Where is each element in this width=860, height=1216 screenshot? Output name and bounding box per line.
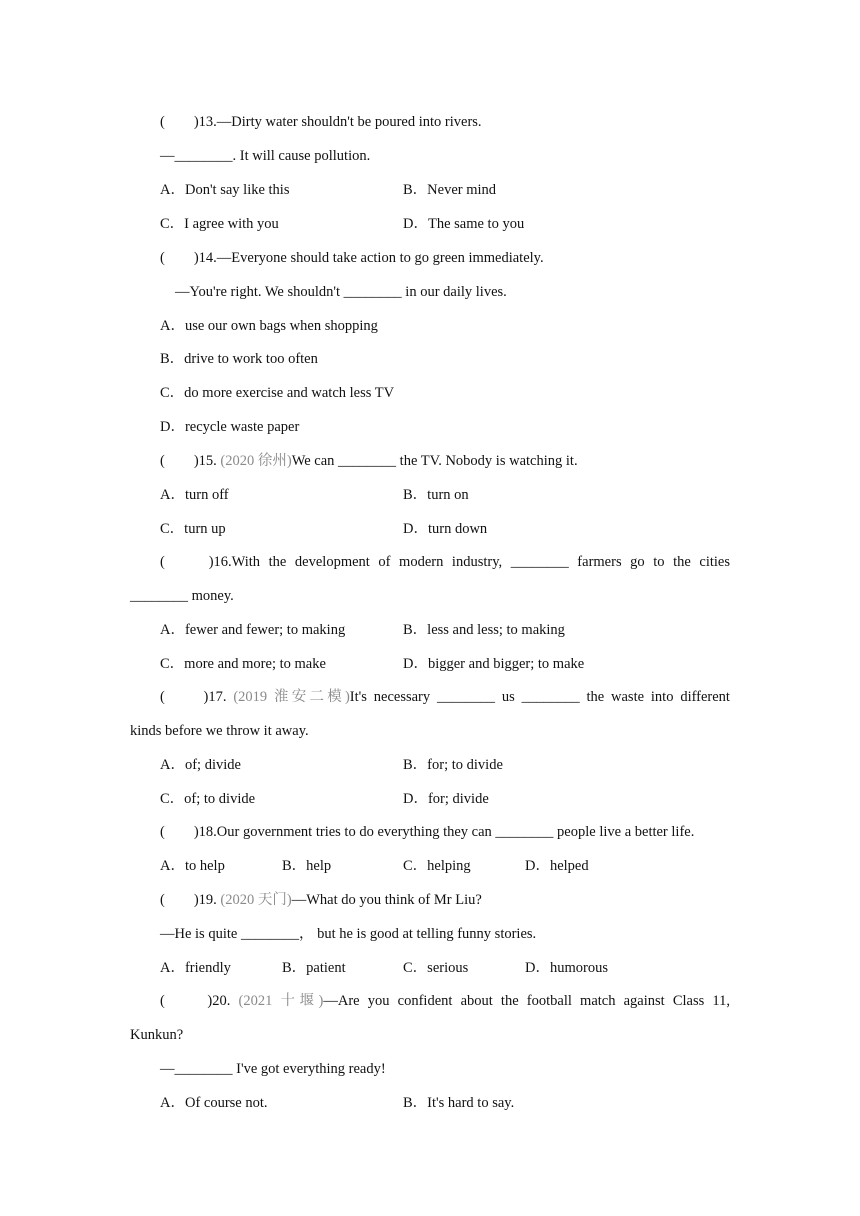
question-15-number: ( )15. (160, 453, 221, 469)
question-15-stem-line (160, 452, 578, 470)
question-14-stem: ( )14.—Everyone should take action to go green immediately. (160, 250, 544, 266)
question-15-option-b: B．turn on (403, 487, 469, 503)
question-16-option-b: B．less and less; to making (403, 622, 565, 638)
question-14-reply: —You're right. We shouldn't ________ in our daily lives. (175, 284, 507, 300)
question-15-option-d: D．turn down (403, 521, 488, 537)
question-14-option-d: D．recycle waste paper (160, 419, 300, 435)
question-13-option-a: A．Don't say like this (160, 182, 290, 198)
question-15-source: (2020 徐州) (220, 453, 292, 469)
question-20-number: ( )20. (160, 993, 239, 1009)
question-17-source: (2019 淮安二模) (233, 689, 350, 705)
question-20-source: (2021 十堰) (238, 993, 324, 1009)
question-16-stem-line-2: ________ money. (130, 588, 234, 604)
question-18-option-b: B．help (282, 858, 332, 874)
question-15-option-a: A．turn off (160, 487, 229, 503)
question-19-option-c: C．serious (403, 960, 469, 976)
question-17-option-d: D．for; divide (403, 791, 489, 807)
question-14-option-b: B．drive to work too often (160, 351, 318, 367)
question-16-option-d: D．bigger and bigger; to make (403, 656, 585, 672)
question-20-option-a: A．Of course not. (160, 1095, 268, 1111)
question-19-stem: —What do you think of Mr Liu? (291, 892, 482, 908)
question-19-option-b: B．patient (282, 960, 346, 976)
question-17-stem: It's necessary ________ us ________ the waste into different (349, 689, 730, 705)
question-16-stem-line-1: ( )16.With the development of modern industry, ________ farmers go to the cities (160, 554, 730, 570)
question-17-stem-line-1 (160, 688, 730, 706)
question-14-option-c: C．do more exercise and watch less TV (160, 385, 395, 401)
question-19-number: ( )19. (160, 892, 221, 908)
question-19-option-a: A．friendly (160, 960, 231, 976)
question-16-option-a: A．fewer and fewer; to making (160, 622, 346, 638)
question-13-option-b: B．Never mind (403, 182, 497, 198)
question-17-stem-line-2: kinds before we throw it away. (130, 723, 309, 739)
question-20-stem-line-2: Kunkun? (130, 1027, 184, 1043)
question-13-stem: ( )13.—Dirty water shouldn't be poured into rivers. (160, 114, 482, 130)
question-15-option-c: C．turn up (160, 521, 226, 537)
question-17-option-b: B．for; to divide (403, 757, 503, 773)
question-18-option-a: A．to help (160, 858, 225, 874)
question-16-option-c: C．more and more; to make (160, 656, 326, 672)
question-17-option-a: A．of; divide (160, 757, 241, 773)
question-17-number: ( )17. (160, 689, 234, 705)
question-19-source: (2020 天门) (220, 892, 292, 908)
question-13-option-c: C．I agree with you (160, 216, 279, 232)
question-20-reply: —________ I've got everything ready! (160, 1061, 386, 1077)
question-13-option-d: D．The same to you (403, 216, 525, 232)
question-14-option-a: A．use our own bags when shopping (160, 318, 378, 334)
question-20-option-b: B．It's hard to say. (403, 1095, 515, 1111)
question-17-option-c: C．of; to divide (160, 791, 256, 807)
question-20-stem: —Are you confident about the football match against Class 11, (323, 993, 730, 1009)
question-19-option-d: D．humorous (525, 960, 608, 976)
question-18-option-c: C．helping (403, 858, 471, 874)
question-19-reply: —He is quite ________， but he is good at telling funny stories. (160, 926, 537, 942)
question-18-stem: ( )18.Our government tries to do everything they can ________ people live a better life. (160, 824, 695, 840)
question-18-option-d: D．helped (525, 858, 589, 874)
question-15-stem: We can ________ the TV. Nobody is watching it. (291, 453, 578, 469)
question-13-reply: —________. It will cause pollution. (160, 148, 371, 164)
question-20-stem-line-1 (160, 992, 730, 1010)
question-19-stem-line (160, 891, 482, 909)
